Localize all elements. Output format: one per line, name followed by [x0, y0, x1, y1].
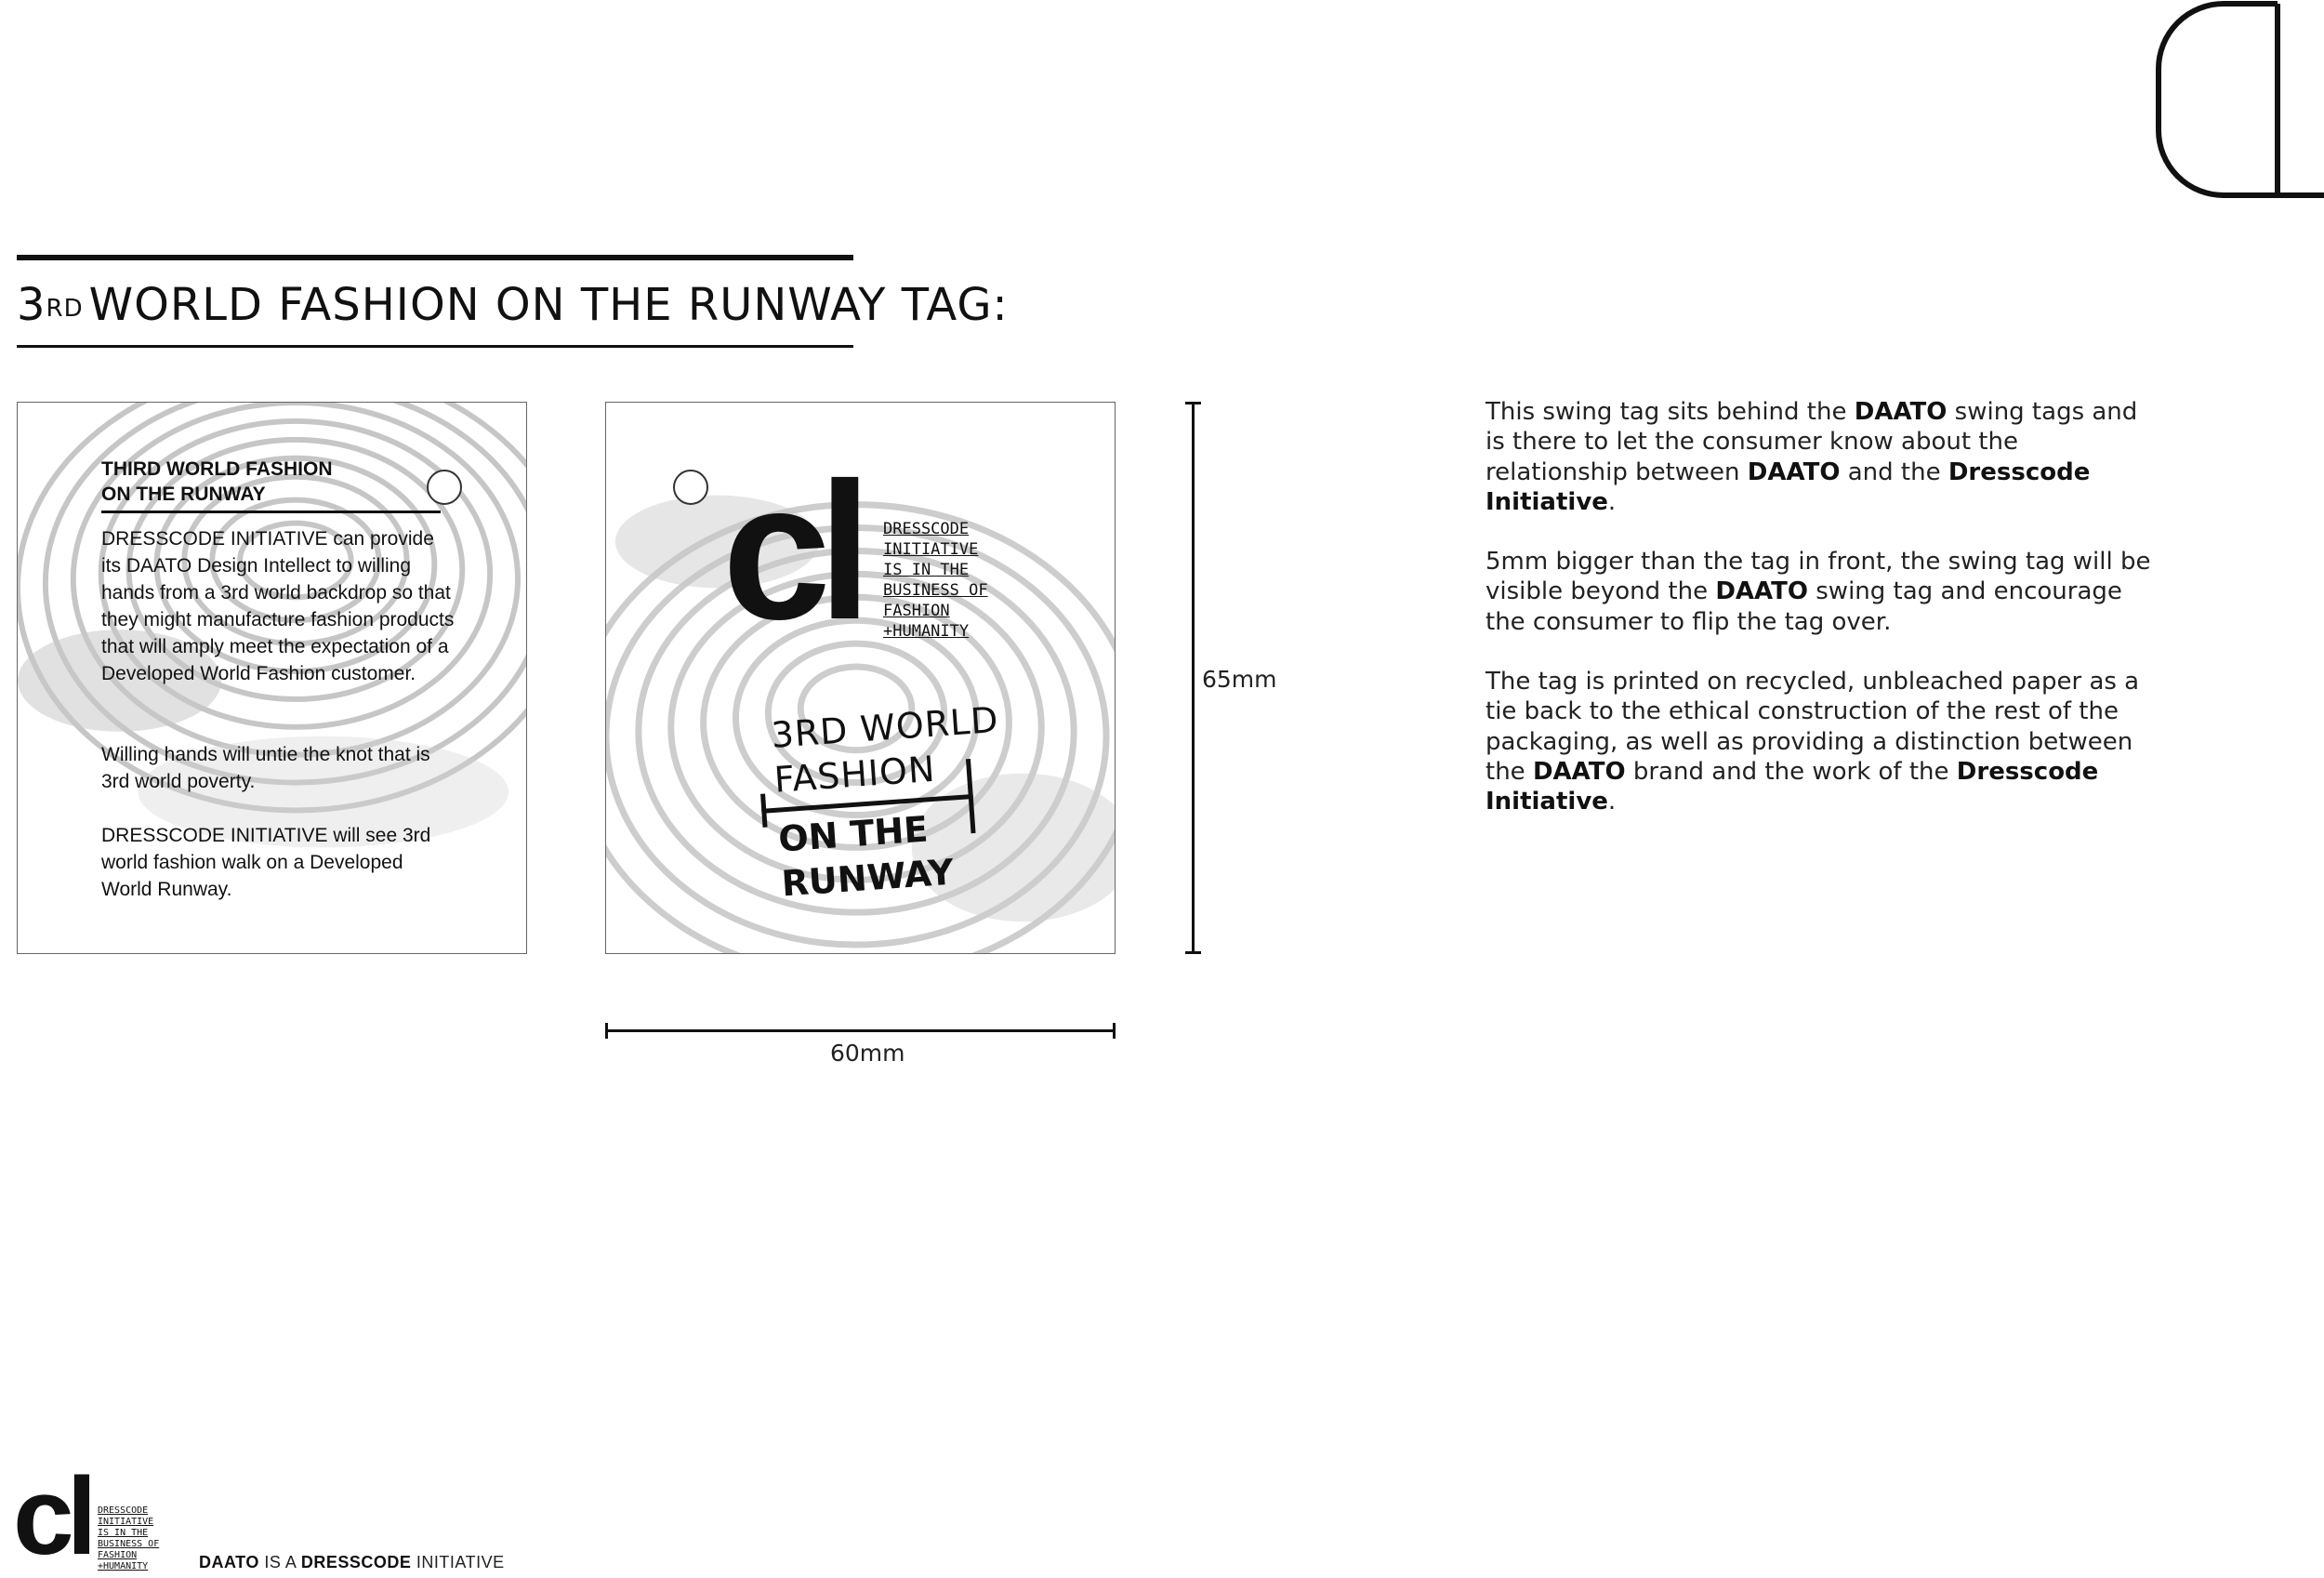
front-tag-title: 3RD WORLD FASHION ON THE RUNWAY: [770, 697, 1010, 907]
page-title: 3RD WORLD FASHION ON THE RUNWAY TAG:: [17, 279, 1009, 331]
description-paragraph-3: The tag is printed on recycled, unbleached paper as a tie back to the ethical construction of the rest of the packaging, as well as providing a distinction between the DAATO brand and the work of the Dresscode Initiative.: [1486, 668, 2140, 816]
height-dimension-label: 65mm: [1202, 666, 1277, 693]
description-paragraph-2: 5mm bigger than the tag in front, the swing tag will be visible beyond the DAATO swing tag and encourage the consumer to flip the tag over.: [1486, 548, 2151, 636]
height-dimension-cap-bottom: [1185, 951, 1201, 954]
width-dimension-label: 60mm: [830, 1040, 905, 1067]
back-tag-title-rule: [101, 511, 441, 513]
front-tag-tagline: DRESSCODE INITIATIVE IS IN THE BUSINESS OF FASHION +HUMANITY: [883, 520, 988, 641]
back-tag-paragraph-3: DRESSCODE INITIATIVE will see 3rd world fashion walk on a Developed World Runway.: [101, 825, 431, 900]
string-hole: [673, 470, 708, 505]
description-paragraph-1: This swing tag sits behind the DAATO swing tags and is there to let the consumer know about the relationship between DAATO and the Dresscode Initiative.: [1486, 398, 2138, 516]
back-tag-title: THIRD WORLD FASHION ON THE RUNWAY: [101, 458, 333, 505]
heading-bottom-rule: [17, 345, 853, 348]
description-text: [1486, 397, 2155, 847]
footer-cl-logo: cl: [13, 1455, 90, 1578]
cl-logo: cl: [722, 442, 860, 660]
back-swing-tag: [17, 402, 527, 954]
back-tag-paragraph-1: DRESSCODE INITIATIVE can provide its DAATO Design Intellect to willing hands from a 3rd world backdrop so that they might manufacture fashion products that will amply meet the expectation of a Developed World Fashion customer.: [101, 528, 455, 684]
width-dimension-cap-right: [1113, 1023, 1116, 1039]
front-swing-tag: [605, 402, 1116, 954]
heading-top-rule: [17, 255, 853, 260]
height-dimension-cap-top: [1185, 402, 1201, 404]
width-dimension-line: [605, 1029, 1116, 1032]
footer-statement: DAATO IS A DRESSCODE INITIATIVE: [199, 1553, 505, 1571]
footer-tagline: DRESSCODE INITIATIVE IS IN THE BUSINESS OF FASHION +HUMANITY: [98, 1505, 160, 1571]
back-tag-paragraph-2: Willing hands will untie the knot that is 3rd world poverty.: [101, 744, 430, 792]
width-dimension-cap-left: [605, 1023, 608, 1039]
corner-logo-mark: [2129, 0, 2324, 205]
height-dimension-line: [1192, 402, 1195, 954]
